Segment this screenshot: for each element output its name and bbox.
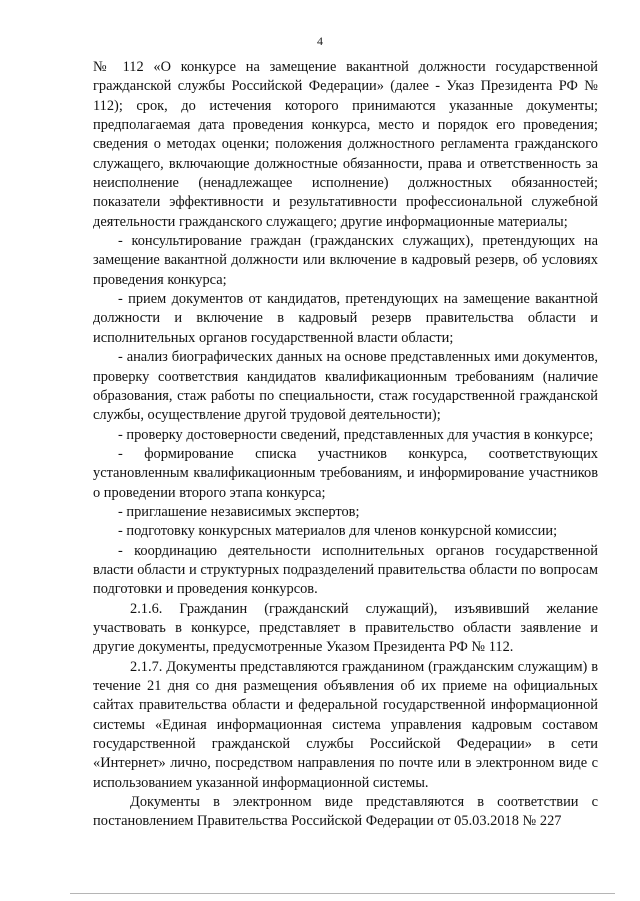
paragraph-continuation: № 112 «О конкурсе на замещение вакантной должности государственной гражданской службы Российской Федерации» (далее - Указ Президента РФ № 112); срок, до истечения которого принимаются указанные документы; предполагаемая дата проведения конкурса, место и порядок его проведения; сведения о методах оценки; положения должностного регламента гражданского служащего, включающие должностные обязанности, права и ответственность за неисполнение (ненадлежащее исполнение) должностных обязанностей; показатели эффективности и результативности профессиональной служебной деятельности гражданского служащего; другие информационные материалы; xyxy=(93,59,598,230)
bottom-scan-line xyxy=(70,893,615,894)
list-item-document-intake: - прием документов от кандидатов, претендующих на замещение вакантной должности и включение в кадровый резерв правительства области и исполнительных органов государственной власти области; xyxy=(93,291,598,346)
list-item-participant-list: - формирование списка участников конкурса, соответствующих установленным квалификационным требованиям, и информирование участников о проведении второго этапа конкурса; xyxy=(93,445,598,501)
clause-2-1-7: 2.1.7. Документы представляются гражданином (гражданским служащим) в течение 21 дня со дня размещения объявления об их приеме на официальных сайтах правительства области и федеральной государственной информационной системы «Единая информационная система управления кадровым составом государственной гражданской службы Российской Федерации» в сети «Интернет» лично, посредством направления по почте или в электронном виде с использованием указанной информационной системы. xyxy=(93,658,598,791)
list-item-biography-analysis: - анализ биографических данных на основе представленных ими документов, проверку соответствия кандидатов квалификационным требованиям (наличие образования, стаж работы по специальности, стаж государственной гражданской службы, осуществление другой трудовой деятельности); xyxy=(93,349,598,424)
clause-2-1-6: 2.1.6. Гражданин (гражданский служащий), изъявивший желание участвовать в конкурсе, представляет в правительство области заявление и другие документы, предусмотренные Указом Президента РФ № 112. xyxy=(93,600,598,656)
paragraph-electronic-documents: Документы в электронном виде представляются в соответствии с постановлением Правительства Российской Федерации от 05.03.2018 № 227 xyxy=(93,794,598,830)
list-item-materials: - подготовку конкурсных материалов для членов конкурсной комиссии; xyxy=(118,523,558,540)
document-body xyxy=(93,58,598,832)
list-item-experts: - приглашение независимых экспертов; xyxy=(118,503,360,520)
list-item-coordination: - координацию деятельности исполнительных органов государственной власти области и структурных подразделений правительства области по вопросам подготовки и проведения конкурсов. xyxy=(93,542,598,598)
list-item-verification: - проверку достоверности сведений, представленных для участия в конкурсе; xyxy=(118,426,594,443)
list-item-consulting: - консультирование граждан (гражданских служащих), претендующих на замещение вакантной должности или включение в кадровый резерв, об условиях проведения конкурса; xyxy=(93,233,598,288)
page-number: 4 xyxy=(317,34,323,48)
